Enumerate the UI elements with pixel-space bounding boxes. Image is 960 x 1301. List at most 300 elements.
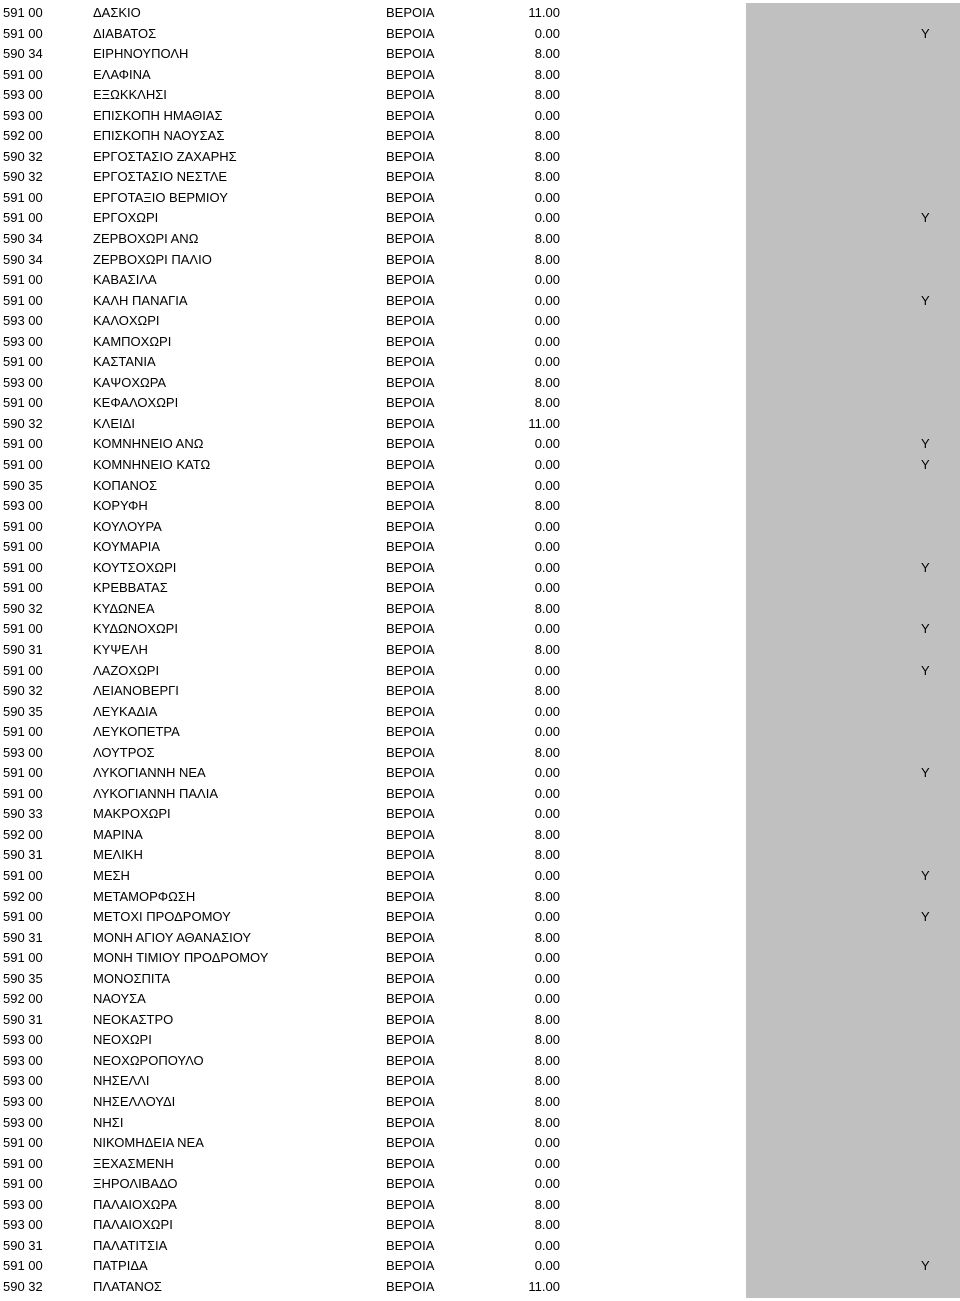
postal-code-cell: 591 00: [3, 518, 43, 534]
distance-cell: 0.00: [534, 950, 560, 966]
city-cell: ΒΕΡΟΙΑ: [386, 128, 435, 144]
city-cell: ΒΕΡΟΙΑ: [386, 354, 435, 370]
table-row: [0, 619, 960, 640]
locality-name-cell: ΕΛΑΦΙΝΑ: [93, 66, 151, 82]
distance-cell: 0.00: [534, 1176, 560, 1192]
postal-code-cell: 593 00: [3, 1114, 43, 1130]
postal-code-cell: 591 00: [3, 867, 43, 883]
city-cell: ΒΕΡΟΙΑ: [386, 1073, 435, 1089]
table-row: [0, 208, 960, 229]
city-cell: ΒΕΡΟΙΑ: [386, 826, 435, 842]
flag-cell: Y: [921, 292, 930, 308]
distance-cell: 8.00: [534, 1217, 560, 1233]
table-row: [0, 763, 960, 784]
city-cell: ΒΕΡΟΙΑ: [386, 1093, 435, 1109]
city-cell: ΒΕΡΟΙΑ: [386, 5, 435, 20]
locality-name-cell: ΜΑΚΡΟΧΩΡΙ: [93, 806, 171, 822]
locality-name-cell: ΞΕΧΑΣΜΕΝΗ: [93, 1155, 174, 1171]
table-row: [0, 352, 960, 373]
postal-code-cell: 590 33: [3, 806, 43, 822]
distance-cell: 0.00: [534, 909, 560, 925]
city-cell: ΒΕΡΟΙΑ: [386, 683, 435, 699]
postal-code-cell: 591 00: [3, 292, 43, 308]
flag-cell: Y: [921, 457, 930, 473]
distance-cell: 0.00: [534, 867, 560, 883]
distance-cell: 8.00: [534, 888, 560, 904]
postal-code-cell: 591 00: [3, 662, 43, 678]
locality-name-cell: ΜΟΝΗ ΑΓΙΟΥ ΑΘΑΝΑΣΙΟΥ: [93, 929, 252, 945]
city-cell: ΒΕΡΟΙΑ: [386, 909, 435, 925]
distance-cell: 0.00: [534, 272, 560, 288]
locality-name-cell: ΛΥΚΟΓΙΑΝΝΗ ΠΑΛΙΑ: [93, 785, 219, 801]
table-row: [0, 393, 960, 414]
distance-cell: 8.00: [534, 847, 560, 863]
locality-name-cell: ΚΥΨΕΛΗ: [93, 641, 148, 657]
table-row: [0, 1010, 960, 1031]
city-cell: ΒΕΡΟΙΑ: [386, 272, 435, 288]
distance-cell: 8.00: [534, 641, 560, 657]
locality-name-cell: ΜΟΝΗ ΤΙΜΙΟΥ ΠΡΟΔΡΟΜΟΥ: [93, 950, 269, 966]
locality-name-cell: ΖΕΡΒΟΧΩΡΙ ΠΑΛΙΟ: [93, 251, 212, 267]
postal-code-cell: 591 00: [3, 457, 43, 473]
city-cell: ΒΕΡΟΙΑ: [386, 518, 435, 534]
postal-code-cell: 590 31: [3, 1237, 43, 1253]
locality-name-cell: ΝΗΣΕΛΛΙ: [93, 1073, 150, 1089]
distance-cell: 0.00: [534, 765, 560, 781]
distance-cell: 0.00: [534, 292, 560, 308]
table-row: [0, 537, 960, 558]
distance-cell: 0.00: [534, 806, 560, 822]
distance-cell: 8.00: [534, 148, 560, 164]
city-cell: ΒΕΡΟΙΑ: [386, 169, 435, 185]
postal-code-cell: 593 00: [3, 374, 43, 390]
flag-cell: Y: [921, 765, 930, 781]
distance-cell: 0.00: [534, 333, 560, 349]
postal-code-cell: 590 35: [3, 970, 43, 986]
city-cell: ΒΕΡΟΙΑ: [386, 744, 435, 760]
flag-cell: Y: [921, 909, 930, 925]
distance-cell: 0.00: [534, 724, 560, 740]
city-cell: ΒΕΡΟΙΑ: [386, 662, 435, 678]
table-row: [0, 44, 960, 65]
table-row: [0, 147, 960, 168]
table-row: [0, 106, 960, 127]
city-cell: ΒΕΡΟΙΑ: [386, 929, 435, 945]
postal-code-cell: 590 31: [3, 929, 43, 945]
distance-cell: 8.00: [534, 87, 560, 103]
city-cell: ΒΕΡΟΙΑ: [386, 25, 435, 41]
city-cell: ΒΕΡΟΙΑ: [386, 970, 435, 986]
table-row: [0, 1092, 960, 1113]
table-row: [0, 661, 960, 682]
table-row: [0, 476, 960, 497]
distance-cell: 0.00: [534, 785, 560, 801]
table-row: [0, 65, 960, 86]
table-row: [0, 845, 960, 866]
postal-code-cell: 590 32: [3, 1278, 43, 1294]
city-cell: ΒΕΡΟΙΑ: [386, 1258, 435, 1274]
postal-code-cell: 590 32: [3, 600, 43, 616]
city-cell: ΒΕΡΟΙΑ: [386, 950, 435, 966]
table-row: [0, 1174, 960, 1195]
city-cell: ΒΕΡΟΙΑ: [386, 374, 435, 390]
distance-cell: 0.00: [534, 970, 560, 986]
distance-cell: 0.00: [534, 621, 560, 637]
locality-name-cell: ΜΑΡΙΝΑ: [93, 826, 143, 842]
postal-code-cell: 591 00: [3, 210, 43, 226]
locality-name-cell: ΛΟΥΤΡΟΣ: [93, 744, 155, 760]
city-cell: ΒΕΡΟΙΑ: [386, 292, 435, 308]
city-cell: ΒΕΡΟΙΑ: [386, 1217, 435, 1233]
postal-code-cell: 591 00: [3, 1135, 43, 1151]
table-row: [0, 229, 960, 250]
locality-name-cell: ΕΙΡΗΝΟΥΠΟΛΗ: [93, 46, 189, 62]
locality-name-cell: ΛΑΖΟΧΩΡΙ: [93, 662, 160, 678]
locality-name-cell: ΛΕΥΚΑΔΙΑ: [93, 703, 158, 719]
locality-name-cell: ΔΑΣΚΙΟ: [93, 5, 141, 20]
postal-code-cell: 592 00: [3, 888, 43, 904]
table-row: [0, 250, 960, 271]
city-cell: ΒΕΡΟΙΑ: [386, 189, 435, 205]
postal-code-cell: 591 00: [3, 950, 43, 966]
locality-table: [0, 3, 960, 1297]
locality-name-cell: ΝΑΟΥΣΑ: [93, 991, 146, 1007]
postal-code-cell: 591 00: [3, 621, 43, 637]
table-row: [0, 702, 960, 723]
distance-cell: 0.00: [534, 189, 560, 205]
city-cell: ΒΕΡΟΙΑ: [386, 991, 435, 1007]
distance-cell: 0.00: [534, 580, 560, 596]
flag-cell: Y: [921, 559, 930, 575]
locality-name-cell: ΕΡΓΟΤΑΞΙΟ ΒΕΡΜΙΟΥ: [93, 189, 228, 205]
locality-name-cell: ΚΟΠΑΝΟΣ: [93, 477, 157, 493]
postal-code-cell: 590 34: [3, 46, 43, 62]
city-cell: ΒΕΡΟΙΑ: [386, 1196, 435, 1212]
distance-cell: 8.00: [534, 1032, 560, 1048]
city-cell: ΒΕΡΟΙΑ: [386, 333, 435, 349]
distance-cell: 11.00: [528, 5, 560, 20]
locality-name-cell: ΝΙΚΟΜΗΔΕΙΑ ΝΕΑ: [93, 1135, 204, 1151]
table-row: [0, 928, 960, 949]
postal-code-cell: 593 00: [3, 333, 43, 349]
postal-code-cell: 593 00: [3, 498, 43, 514]
postal-code-cell: 590 32: [3, 169, 43, 185]
table-row: [0, 1215, 960, 1236]
postal-code-cell: 591 00: [3, 354, 43, 370]
locality-name-cell: ΚΟΜΝΗΝΕΙΟ ΑΝΩ: [93, 436, 204, 452]
table-row: [0, 126, 960, 147]
table-row: [0, 3, 960, 24]
table-row: [0, 866, 960, 887]
locality-name-cell: ΔΙΑΒΑΤΟΣ: [93, 25, 157, 41]
city-cell: ΒΕΡΟΙΑ: [386, 313, 435, 329]
table-row: [0, 743, 960, 764]
city-cell: ΒΕΡΟΙΑ: [386, 210, 435, 226]
table-row: [0, 599, 960, 620]
distance-cell: 0.00: [534, 1155, 560, 1171]
locality-name-cell: ΝΗΣΙ: [93, 1114, 124, 1130]
locality-name-cell: ΜΕΤΑΜΟΡΦΩΣΗ: [93, 888, 196, 904]
locality-name-cell: ΖΕΡΒΟΧΩΡΙ ΑΝΩ: [93, 231, 199, 247]
locality-name-cell: ΜΕΛΙΚΗ: [93, 847, 143, 863]
table-row: [0, 1071, 960, 1092]
distance-cell: 8.00: [534, 826, 560, 842]
city-cell: ΒΕΡΟΙΑ: [386, 66, 435, 82]
city-cell: ΒΕΡΟΙΑ: [386, 457, 435, 473]
distance-cell: 0.00: [534, 457, 560, 473]
postal-code-cell: 593 00: [3, 313, 43, 329]
city-cell: ΒΕΡΟΙΑ: [386, 251, 435, 267]
city-cell: ΒΕΡΟΙΑ: [386, 395, 435, 411]
table-row: [0, 496, 960, 517]
distance-cell: 8.00: [534, 1073, 560, 1089]
table-row: [0, 85, 960, 106]
table-row: [0, 989, 960, 1010]
city-cell: ΒΕΡΟΙΑ: [386, 539, 435, 555]
postal-code-cell: 591 00: [3, 5, 43, 20]
distance-cell: 0.00: [534, 210, 560, 226]
locality-name-cell: ΜΕΣΗ: [93, 867, 130, 883]
city-cell: ΒΕΡΟΙΑ: [386, 1052, 435, 1068]
city-cell: ΒΕΡΟΙΑ: [386, 580, 435, 596]
city-cell: ΒΕΡΟΙΑ: [386, 436, 435, 452]
locality-name-cell: ΠΑΛΑΤΙΤΣΙΑ: [93, 1237, 168, 1253]
distance-cell: 8.00: [534, 929, 560, 945]
table-row: [0, 948, 960, 969]
distance-cell: 8.00: [534, 683, 560, 699]
postal-code-cell: 591 00: [3, 785, 43, 801]
locality-name-cell: ΠΑΤΡΙΔΑ: [93, 1258, 148, 1274]
locality-name-cell: ΕΡΓΟΧΩΡΙ: [93, 210, 159, 226]
postal-code-cell: 591 00: [3, 580, 43, 596]
postal-code-cell: 593 00: [3, 744, 43, 760]
table-row: [0, 455, 960, 476]
locality-name-cell: ΕΠΙΣΚΟΠΗ ΝΑΟΥΣΑΣ: [93, 128, 225, 144]
locality-name-cell: ΚΟΥΤΣΟΧΩΡΙ: [93, 559, 177, 575]
table-row: [0, 887, 960, 908]
flag-cell: Y: [921, 621, 930, 637]
distance-cell: 8.00: [534, 66, 560, 82]
postal-code-cell: 593 00: [3, 1032, 43, 1048]
table-row: [0, 558, 960, 579]
city-cell: ΒΕΡΟΙΑ: [386, 765, 435, 781]
table-row: [0, 1154, 960, 1175]
city-cell: ΒΕΡΟΙΑ: [386, 1176, 435, 1192]
distance-cell: 0.00: [534, 107, 560, 123]
postal-code-cell: 591 00: [3, 724, 43, 740]
locality-name-cell: ΕΡΓΟΣΤΑΣΙΟ ΝΕΣΤΛΕ: [93, 169, 228, 185]
distance-cell: 8.00: [534, 46, 560, 62]
table-row: [0, 414, 960, 435]
distance-cell: 8.00: [534, 1093, 560, 1109]
locality-name-cell: ΚΑΛΟΧΩΡΙ: [93, 313, 160, 329]
distance-cell: 0.00: [534, 1258, 560, 1274]
locality-name-cell: ΚΡΕΒΒΑΤΑΣ: [93, 580, 168, 596]
postal-code-cell: 591 00: [3, 436, 43, 452]
table-row: [0, 1277, 960, 1298]
distance-cell: 8.00: [534, 744, 560, 760]
postal-code-cell: 591 00: [3, 559, 43, 575]
table-row: [0, 24, 960, 45]
locality-name-cell: ΛΕΙΑΝΟΒΕΡΓΙ: [93, 683, 179, 699]
table-row: [0, 270, 960, 291]
distance-cell: 8.00: [534, 169, 560, 185]
locality-name-cell: ΚΟΥΛΟΥΡΑ: [93, 518, 162, 534]
table-row: [0, 825, 960, 846]
distance-cell: 8.00: [534, 1052, 560, 1068]
postal-code-cell: 593 00: [3, 87, 43, 103]
table-row: [0, 1030, 960, 1051]
postal-code-cell: 592 00: [3, 826, 43, 842]
locality-name-cell: ΞΗΡΟΛΙΒΑΔΟ: [93, 1176, 178, 1192]
locality-name-cell: ΚΟΡΥΦΗ: [93, 498, 148, 514]
locality-name-cell: ΚΑΣΤΑΝΙΑ: [93, 354, 156, 370]
flag-cell: Y: [921, 867, 930, 883]
postal-code-cell: 593 00: [3, 1073, 43, 1089]
city-cell: ΒΕΡΟΙΑ: [386, 1114, 435, 1130]
postal-code-cell: 590 31: [3, 641, 43, 657]
distance-cell: 0.00: [534, 1237, 560, 1253]
distance-cell: 8.00: [534, 1114, 560, 1130]
postal-code-cell: 593 00: [3, 1093, 43, 1109]
distance-cell: 8.00: [534, 231, 560, 247]
city-cell: ΒΕΡΟΙΑ: [386, 498, 435, 514]
table-row: [0, 907, 960, 928]
locality-name-cell: ΜΕΤΟΧΙ ΠΡΟΔΡΟΜΟΥ: [93, 909, 231, 925]
locality-name-cell: ΚΑΜΠΟΧΩΡΙ: [93, 333, 172, 349]
postal-code-cell: 590 31: [3, 847, 43, 863]
city-cell: ΒΕΡΟΙΑ: [386, 87, 435, 103]
postal-code-cell: 591 00: [3, 1176, 43, 1192]
table-row: [0, 517, 960, 538]
distance-cell: 0.00: [534, 436, 560, 452]
postal-code-cell: 590 35: [3, 477, 43, 493]
locality-name-cell: ΚΑΨΟΧΩΡΑ: [93, 374, 167, 390]
table-row: [0, 1051, 960, 1072]
city-cell: ΒΕΡΟΙΑ: [386, 641, 435, 657]
locality-name-cell: ΚΕΦΑΛΟΧΩΡΙ: [93, 395, 179, 411]
distance-cell: 0.00: [534, 991, 560, 1007]
city-cell: ΒΕΡΟΙΑ: [386, 107, 435, 123]
table-row: [0, 434, 960, 455]
table-row: [0, 578, 960, 599]
locality-name-cell: ΠΑΛΑΙΟΧΩΡΙ: [93, 1217, 173, 1233]
table-row: [0, 332, 960, 353]
city-cell: ΒΕΡΟΙΑ: [386, 148, 435, 164]
city-cell: ΒΕΡΟΙΑ: [386, 724, 435, 740]
distance-cell: 8.00: [534, 498, 560, 514]
locality-name-cell: ΚΑΛΗ ΠΑΝΑΓΙΑ: [93, 292, 188, 308]
city-cell: ΒΕΡΟΙΑ: [386, 621, 435, 637]
flag-cell: Y: [921, 25, 930, 41]
distance-cell: 0.00: [534, 354, 560, 370]
table-row: [0, 373, 960, 394]
postal-code-cell: 591 00: [3, 765, 43, 781]
locality-name-cell: ΚΟΜΝΗΝΕΙΟ ΚΑΤΩ: [93, 457, 211, 473]
city-cell: ΒΕΡΟΙΑ: [386, 1011, 435, 1027]
locality-name-cell: ΠΑΛΑΙΟΧΩΡΑ: [93, 1196, 177, 1212]
postal-code-cell: 591 00: [3, 66, 43, 82]
distance-cell: 0.00: [534, 662, 560, 678]
locality-name-cell: ΕΡΓΟΣΤΑΣΙΟ ΖΑΧΑΡΗΣ: [93, 148, 237, 164]
flag-cell: Y: [921, 1258, 930, 1274]
distance-cell: 0.00: [534, 518, 560, 534]
city-cell: ΒΕΡΟΙΑ: [386, 785, 435, 801]
postal-code-cell: 591 00: [3, 395, 43, 411]
city-cell: ΒΕΡΟΙΑ: [386, 46, 435, 62]
postal-code-cell: 590 31: [3, 1011, 43, 1027]
locality-name-cell: ΚΑΒΑΣΙΛΑ: [93, 272, 157, 288]
postal-code-cell: 593 00: [3, 1217, 43, 1233]
city-cell: ΒΕΡΟΙΑ: [386, 231, 435, 247]
city-cell: ΒΕΡΟΙΑ: [386, 559, 435, 575]
distance-cell: 11.00: [528, 1278, 560, 1294]
table-row: [0, 291, 960, 312]
distance-cell: 8.00: [534, 395, 560, 411]
locality-name-cell: ΝΕΟΧΩΡΟΠΟΥΛΟ: [93, 1052, 204, 1068]
postal-code-cell: 590 35: [3, 703, 43, 719]
distance-cell: 0.00: [534, 25, 560, 41]
postal-code-cell: 591 00: [3, 1258, 43, 1274]
city-cell: ΒΕΡΟΙΑ: [386, 1155, 435, 1171]
postal-code-cell: 590 32: [3, 148, 43, 164]
city-cell: ΒΕΡΟΙΑ: [386, 888, 435, 904]
distance-cell: 8.00: [534, 251, 560, 267]
table-row: [0, 1236, 960, 1257]
postal-code-cell: 591 00: [3, 539, 43, 555]
distance-cell: 8.00: [534, 600, 560, 616]
city-cell: ΒΕΡΟΙΑ: [386, 703, 435, 719]
table-row: [0, 722, 960, 743]
locality-name-cell: ΠΛΑΤΑΝΟΣ: [93, 1278, 162, 1294]
city-cell: ΒΕΡΟΙΑ: [386, 867, 435, 883]
flag-cell: Y: [921, 210, 930, 226]
table-row: [0, 311, 960, 332]
postal-code-cell: 593 00: [3, 107, 43, 123]
postal-code-cell: 593 00: [3, 1052, 43, 1068]
postal-code-cell: 591 00: [3, 909, 43, 925]
flag-cell: Y: [921, 436, 930, 452]
table-row: [0, 804, 960, 825]
locality-name-cell: ΚΥΔΩΝΟΧΩΡΙ: [93, 621, 178, 637]
distance-cell: 8.00: [534, 374, 560, 390]
city-cell: ΒΕΡΟΙΑ: [386, 415, 435, 431]
postal-code-cell: 590 32: [3, 683, 43, 699]
distance-cell: 0.00: [534, 1135, 560, 1151]
city-cell: ΒΕΡΟΙΑ: [386, 1237, 435, 1253]
table-row: [0, 1256, 960, 1277]
distance-cell: 0.00: [534, 477, 560, 493]
distance-cell: 0.00: [534, 539, 560, 555]
table-row: [0, 784, 960, 805]
table-row: [0, 167, 960, 188]
locality-name-cell: ΝΗΣΕΛΛΟΥΔΙ: [93, 1093, 176, 1109]
table-row: [0, 1113, 960, 1134]
distance-cell: 0.00: [534, 559, 560, 575]
postal-code-cell: 591 00: [3, 1155, 43, 1171]
city-cell: ΒΕΡΟΙΑ: [386, 1135, 435, 1151]
city-cell: ΒΕΡΟΙΑ: [386, 1278, 435, 1294]
postal-code-cell: 591 00: [3, 272, 43, 288]
city-cell: ΒΕΡΟΙΑ: [386, 600, 435, 616]
locality-name-cell: ΕΞΩΚΚΛΗΣΙ: [93, 87, 167, 103]
locality-name-cell: ΛΥΚΟΓΙΑΝΝΗ ΝΕΑ: [93, 765, 206, 781]
flag-cell: Y: [921, 662, 930, 678]
locality-name-cell: ΚΛΕΙΔΙ: [93, 415, 135, 431]
postal-code-cell: 590 34: [3, 251, 43, 267]
postal-code-cell: 593 00: [3, 1196, 43, 1212]
locality-name-cell: ΜΟΝΟΣΠΙΤΑ: [93, 970, 171, 986]
